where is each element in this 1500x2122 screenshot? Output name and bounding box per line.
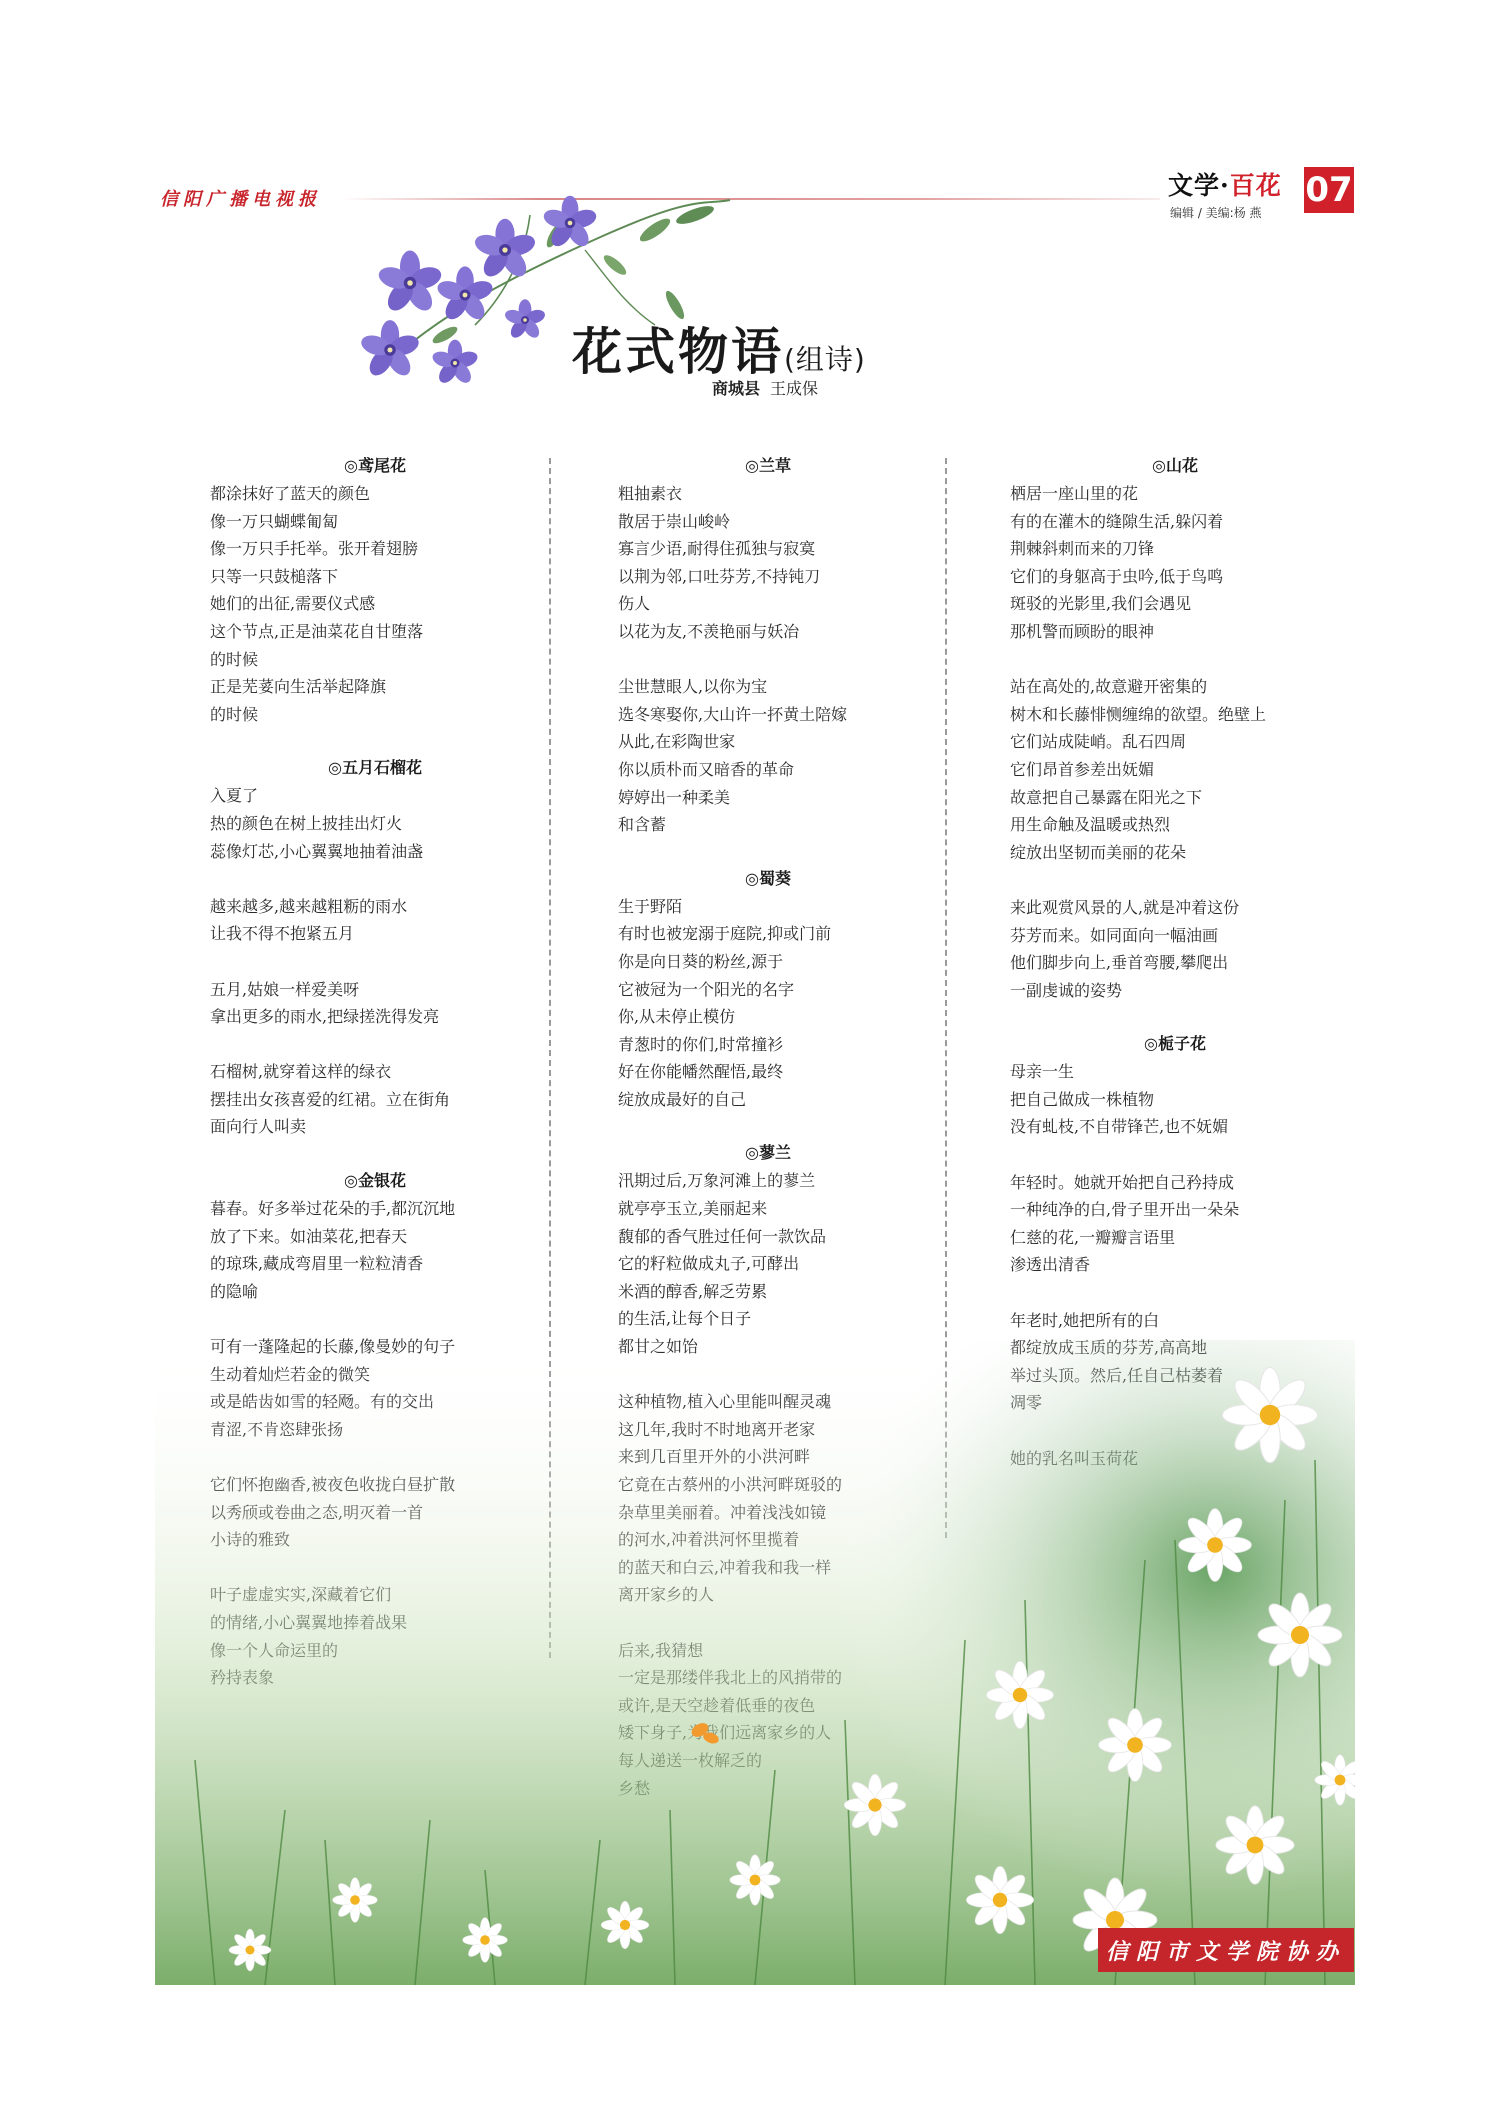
poem-line: 粗抽素衣: [618, 484, 683, 503]
poem-line: 入夏了: [210, 786, 259, 806]
poem-line: 寡言少语,耐得住孤独与寂寞: [618, 539, 816, 559]
byline: [712, 376, 818, 399]
poem-line: 馥郁的香气胜过任何一款饮品: [618, 1226, 827, 1246]
article-title: [572, 312, 866, 384]
poem-line: 有的在灌木的缝隙生活,躲闪着: [1010, 511, 1224, 531]
poem-line: 渗透出清香: [1010, 1255, 1091, 1275]
poem-line: 它被冠为一个阳光的名字: [618, 979, 795, 999]
poem-line: 它们的身躯高于虫吟,低于鸟鸣: [1010, 566, 1224, 586]
poem-line: 芬芳而来。如同面向一幅油画: [1010, 925, 1219, 945]
poem-line: 以荆为邻,口吐芬芳,不持钝刀: [618, 566, 821, 586]
poem-line: 它们昂首参差出妩媚: [1010, 759, 1155, 779]
poem-line: 米酒的醇香,解乏劳累: [618, 1281, 768, 1301]
poem-line: 站在高处的,故意避开密集的: [1010, 677, 1208, 697]
poem-line: 来此观赏风景的人,就是冲着这份: [1010, 897, 1240, 917]
section-title-literature: 文学: [1168, 171, 1221, 200]
poem-line: 摆挂出女孩喜爱的红裙。立在街角: [210, 1089, 451, 1109]
poem-line: 的生活,让每个日子: [618, 1309, 752, 1329]
poem-line: 的琼珠,藏成弯眉里一粒粒清香: [210, 1254, 424, 1274]
poem-line: 它们站成陡峭。乱石四周: [1010, 732, 1187, 752]
poem-line: 一种纯净的白,骨子里开出一朵朵: [1010, 1200, 1240, 1220]
poem: [618, 452, 918, 839]
section-title-flowers: 百花: [1229, 171, 1282, 200]
poem-line: 都涂抹好了蓝天的颜色: [210, 484, 371, 503]
article-subtitle: (组诗): [784, 343, 866, 376]
poem-line: 和含蓄: [618, 815, 667, 835]
poem-line: 以花为友,不羡艳丽与妖冶: [618, 621, 800, 641]
stanza-gap: [618, 646, 918, 674]
poem-line: 它的籽粒做成丸子,可酵出: [618, 1254, 800, 1274]
poem-line: 故意把自己暴露在阳光之下: [1010, 787, 1203, 807]
poem-title: ◎蓼兰: [745, 1143, 791, 1163]
poem-line: 散居于崇山峻岭: [618, 511, 731, 531]
poem: [210, 754, 540, 1141]
poem-line: 拿出更多的雨水,把绿搓洗得发亮: [210, 1007, 440, 1027]
poem-line: 越来越多,越来越粗粝的雨水: [210, 896, 408, 916]
poem-line: 绽放出坚韧而美丽的花朵: [1010, 842, 1187, 862]
stanza-gap: [1010, 1279, 1340, 1307]
poem-line: 选冬寒娶你,大山许一抔黄土陪嫁: [618, 704, 848, 724]
poem-line: 树木和长藤悱恻缠绵的欲望。绝壁上: [1010, 704, 1267, 724]
poem-line: 这个节点,正是油菜花自甘堕落: [210, 621, 424, 641]
poem-line: 母亲一生: [1010, 1062, 1075, 1082]
section-title: [1168, 166, 1282, 202]
poem-line: 石榴树,就穿着这样的绿衣: [210, 1062, 392, 1082]
poem-line: 那机警而顾盼的眼神: [1010, 621, 1155, 641]
poem-line: 正是芜荽向生活举起降旗: [210, 677, 387, 697]
poem-line: 从此,在彩陶世家: [618, 732, 736, 752]
poem-line: 青葱时的你们,时常撞衫: [618, 1034, 784, 1054]
sponsor-banner: 信阳市文学院协办: [1098, 1928, 1354, 1972]
poem-line: 你是向日葵的粉丝,源于: [618, 951, 784, 971]
poem-line: 婷婷出一种柔美: [618, 787, 731, 807]
poem-line: 年老时,她把所有的白: [1010, 1310, 1160, 1330]
poem-line: 让我不得不抱紧五月: [210, 924, 355, 944]
poem-line: 一副虔诚的姿势: [1010, 980, 1123, 1000]
stanza-gap: [1010, 1141, 1340, 1169]
stanza-gap: [1010, 646, 1340, 674]
poem: [210, 452, 540, 728]
article-title-main: 花式物语: [572, 323, 784, 381]
poem-line: 好在你能幡然醒悟,最终: [618, 1062, 784, 1082]
poem: [618, 865, 918, 1114]
poem-title: ◎栀子花: [1144, 1034, 1206, 1054]
poem-line: 伤人: [618, 594, 651, 614]
poem-line: 热的颜色在树上披挂出灯火: [210, 813, 403, 833]
poem-title: ◎鸢尾花: [344, 456, 406, 475]
poem-line: 只等一只鼓槌落下: [210, 566, 339, 586]
poem-line: 你,从未停止模仿: [618, 1007, 736, 1027]
poem-line: 用生命触及温暖或热烈: [1010, 815, 1171, 835]
poem-line: 暮春。好多举过花朵的手,都沉沉地: [210, 1199, 456, 1219]
poem-line: 荆棘斜刺而来的刀锋: [1010, 539, 1155, 559]
poem-line: 没有虬枝,不自带锋芒,也不妩媚: [1010, 1117, 1229, 1137]
poem-title: ◎五月石榴花: [328, 758, 422, 778]
poem: [1010, 452, 1340, 1004]
author-place: 商城县: [712, 379, 761, 398]
stanza-gap: [1010, 866, 1340, 894]
poem-line: 他们脚步向上,垂首弯腰,攀爬出: [1010, 953, 1229, 973]
poem-line: 斑驳的光影里,我们会遇见: [1010, 594, 1192, 614]
poem-line: 仁慈的花,一瓣瓣言语里: [1010, 1227, 1176, 1247]
section-title-dot: ·: [1220, 171, 1230, 200]
poem-line: 绽放成最好的自己: [618, 1089, 747, 1109]
poem-line: 像一万只手托举。张开着翅膀: [210, 539, 419, 559]
poem-line: 汛期过后,万象河滩上的蓼兰: [618, 1171, 816, 1191]
poem-line: 就亭亭玉立,美丽起来: [618, 1199, 768, 1219]
meadow-flower-illustration: [155, 1340, 1355, 1985]
poem-line: 她们的出征,需要仪式感: [210, 594, 376, 614]
stanza-gap: [210, 948, 540, 976]
poem-line: 像一万只蝴蝶匍匐: [210, 511, 339, 531]
poem-line: 你以质朴而又暗香的革命: [618, 759, 795, 779]
poem-line: 面向行人叫卖: [210, 1117, 307, 1137]
editor-credit: 编辑 / 美编:杨 燕: [1170, 206, 1262, 220]
stanza-gap: [210, 865, 540, 893]
stanza-gap: [210, 1305, 540, 1333]
poem-line: 放了下来。如油菜花,把春天: [210, 1226, 408, 1246]
poem-line: 年轻时。她就开始把自己矜持成: [1010, 1172, 1235, 1192]
poem-line: 把自己做成一株植物: [1010, 1089, 1155, 1109]
poem-title: ◎金银花: [344, 1171, 406, 1191]
poem-line: 尘世慧眼人,以你为宝: [618, 677, 768, 697]
poem-line: 生于野陌: [618, 896, 683, 916]
poem-line: 的时候: [210, 704, 259, 724]
poem-line: 有时也被宠溺于庭院,抑或门前: [618, 924, 832, 944]
poem-title: ◎山花: [1152, 456, 1198, 475]
author-name: 王成保: [770, 379, 819, 398]
poem-line: 蕊像灯芯,小心翼翼地抽着油盏: [210, 841, 424, 861]
poem-line: 的隐喻: [210, 1281, 259, 1301]
poem-title: ◎蜀葵: [745, 868, 791, 888]
newspaper-name: 信阳广播电视报: [160, 189, 321, 210]
page-number-badge: 07: [1304, 167, 1354, 213]
poem-line: 的时候: [210, 649, 259, 669]
poem-line: 五月,姑娘一样爱美呀: [210, 979, 360, 999]
stanza-gap: [210, 1031, 540, 1059]
poem-line: 栖居一座山里的花: [1010, 484, 1139, 503]
poem-title: ◎兰草: [745, 456, 791, 475]
